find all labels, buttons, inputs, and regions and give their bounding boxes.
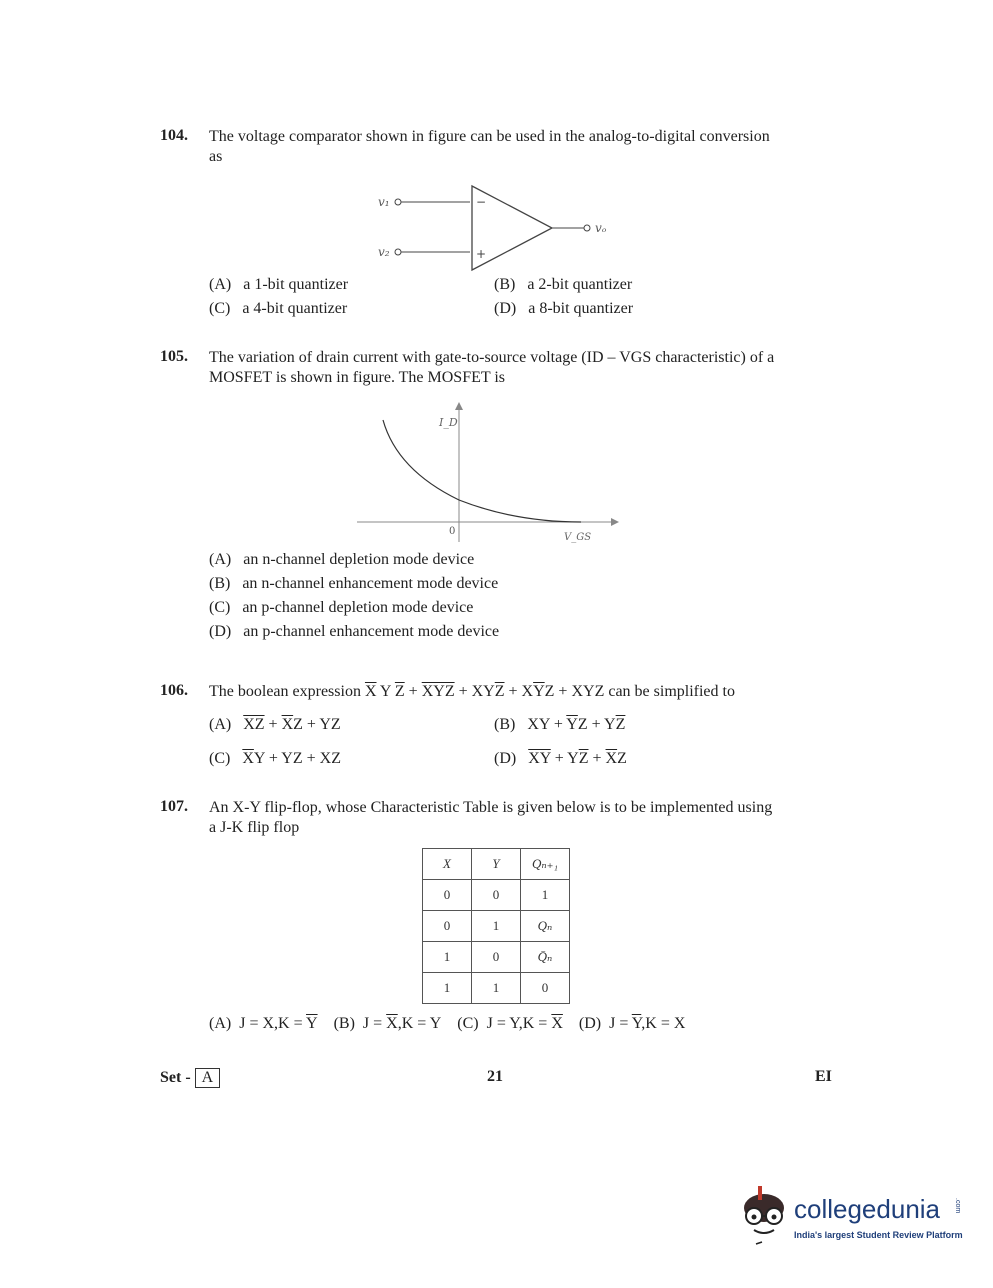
table-header: Y [472, 849, 521, 880]
table-row [423, 973, 570, 1004]
option-key: (A) [209, 1015, 232, 1032]
option-text: an n-channel enhancement mode device [242, 575, 499, 592]
option-text: a 8-bit quantizer [528, 300, 634, 317]
logo-wordmark: collegedunia [794, 1194, 941, 1224]
option-text: an p-channel enhancement mode device [243, 623, 500, 640]
option-key: (B) [494, 276, 516, 293]
option-key: (C) [209, 300, 231, 317]
q107-text-line1: An X-Y flip-flop, whose Characteristic Table is given below is to be implemented using [209, 799, 773, 816]
x-axis-arrow [611, 518, 619, 526]
v1-terminal [395, 199, 401, 205]
q106-text [209, 682, 735, 702]
id-curve [383, 420, 581, 522]
id-axis-label: I_D [439, 416, 458, 429]
option-key: (A) [209, 716, 232, 733]
table-row [423, 911, 570, 942]
q106-text-suffix: can be simplified to [608, 683, 735, 700]
minus-label: − [476, 195, 487, 209]
table-header-row [423, 849, 570, 880]
q104-option-a[interactable] [209, 276, 348, 294]
table-cell: Qₙ [521, 911, 570, 942]
table-cell: 0 [521, 973, 570, 1004]
collegedunia-logo[interactable] [736, 1184, 966, 1254]
paper-code: EI [815, 1068, 832, 1085]
q104-text-line2: as [209, 148, 223, 165]
table-row [423, 942, 570, 973]
option-expression: XY + $\overline{Y}Z + Y\overline{Z}$ [527, 716, 626, 733]
table-cell: 0 [423, 880, 472, 911]
set-value: A [195, 1068, 221, 1088]
v2-terminal [395, 249, 401, 255]
vgs-axis-label: V_GS [564, 532, 592, 543]
id-vgs-graph [355, 400, 620, 548]
option-key: (C) [457, 1015, 479, 1032]
option-key: (C) [209, 750, 231, 767]
q107-option-b[interactable]: (B) $J = \overline{X},K = Y$ [333, 1015, 442, 1032]
table-cell: Q̄ₙ [521, 942, 570, 973]
q106-option-c[interactable] [209, 750, 341, 768]
table-cell: 1 [423, 973, 472, 1004]
option-text: a 4-bit quantizer [242, 300, 348, 317]
set-indicator [160, 1068, 220, 1088]
q107-option-c[interactable]: (C) $J = Y,K = \overline{X}$ [457, 1015, 563, 1032]
q104-option-c[interactable] [209, 300, 347, 318]
mascot-icon [736, 1184, 794, 1248]
q107-number: 107. [160, 798, 188, 815]
q105-option-d[interactable] [209, 623, 499, 641]
plus-label: + [476, 247, 487, 261]
vo-terminal [584, 225, 590, 231]
q105-option-a[interactable] [209, 551, 474, 569]
option-text: an p-channel depletion mode device [242, 599, 474, 616]
comparator-figure [370, 180, 630, 275]
table-cell: 1 [521, 880, 570, 911]
vo-label: vₒ [595, 221, 607, 235]
option-expression: $\overline{XZ} + \overline{X}Z$ + YZ [243, 716, 341, 733]
q107-text-line2: a J-K flip flop [209, 819, 300, 836]
option-key: (D) [494, 300, 517, 317]
q104-option-b[interactable] [494, 276, 632, 294]
q105-option-c[interactable] [209, 599, 473, 617]
q105-text-line1: The variation of drain current with gate-to-source voltage (ID – VGS characteristic) of a [209, 349, 775, 366]
option-key: (D) [494, 750, 517, 767]
q104-option-d[interactable] [494, 300, 633, 318]
option-key: (B) [333, 1015, 355, 1032]
table-header: X [423, 849, 472, 880]
logo-suffix: .com [954, 1198, 961, 1214]
option-key: (A) [209, 551, 232, 568]
q105-option-b[interactable] [209, 575, 498, 593]
option-key: (A) [209, 276, 232, 293]
q106-text-prefix: The boolean expression [209, 683, 361, 700]
logo-tagline: India's largest Student Review Platform [794, 1230, 963, 1240]
q106-number: 106. [160, 682, 188, 699]
q104-number: 104. [160, 127, 188, 144]
q107-options-row [209, 1015, 685, 1033]
q105-number: 105. [160, 348, 188, 365]
q105-text-line2: MOSFET is shown in figure. The MOSFET is [209, 369, 506, 386]
option-text: an n-channel depletion mode device [243, 551, 475, 568]
page-number: 21 [487, 1068, 503, 1085]
q106-option-d[interactable] [494, 750, 627, 768]
option-key: (B) [494, 716, 516, 733]
option-key: (D) [578, 1015, 602, 1032]
q106-expression: $\overline{X}$ Y $\overline{Z} + \overline{XYZ} + XY\overline{Z} + X\overline{Y}Z$ + XYZ [364, 683, 605, 700]
table-cell: 1 [423, 942, 472, 973]
option-expression: $\overline{XY} + Y\overline{Z} + \overline{X}Z$ [528, 750, 627, 767]
option-key: (C) [209, 599, 231, 616]
v1-label: v₁ [378, 195, 390, 209]
q106-option-b[interactable] [494, 716, 625, 734]
table-row [423, 880, 570, 911]
option-text: a 2-bit quantizer [527, 276, 633, 293]
y-axis-arrow [455, 402, 463, 410]
table-cell: 1 [472, 973, 521, 1004]
v2-label: v₂ [378, 245, 390, 259]
q104-text-line1: The voltage comparator shown in figure can be used in the analog-to-digital conversion [209, 128, 770, 145]
table-cell: 0 [423, 911, 472, 942]
table-cell: 0 [472, 942, 521, 973]
option-key: (D) [209, 623, 232, 640]
option-expression: $\overline{X}Y$ + YZ + XZ [242, 750, 341, 767]
option-text: a 1-bit quantizer [243, 276, 349, 293]
set-label: Set - [160, 1069, 191, 1086]
table-cell: 0 [472, 880, 521, 911]
origin-label: 0 [449, 526, 456, 537]
table-header: Qₙ₊₁ [521, 849, 570, 880]
option-key: (B) [209, 575, 231, 592]
q106-option-a[interactable] [209, 716, 341, 734]
q107-option-d[interactable]: (D) $J = \overline{Y},K = X$ [578, 1015, 686, 1032]
q107-option-a[interactable]: (A) $J = X,K = \overline{Y}$ [209, 1015, 318, 1032]
table-cell: 1 [472, 911, 521, 942]
characteristic-table [422, 848, 570, 1004]
